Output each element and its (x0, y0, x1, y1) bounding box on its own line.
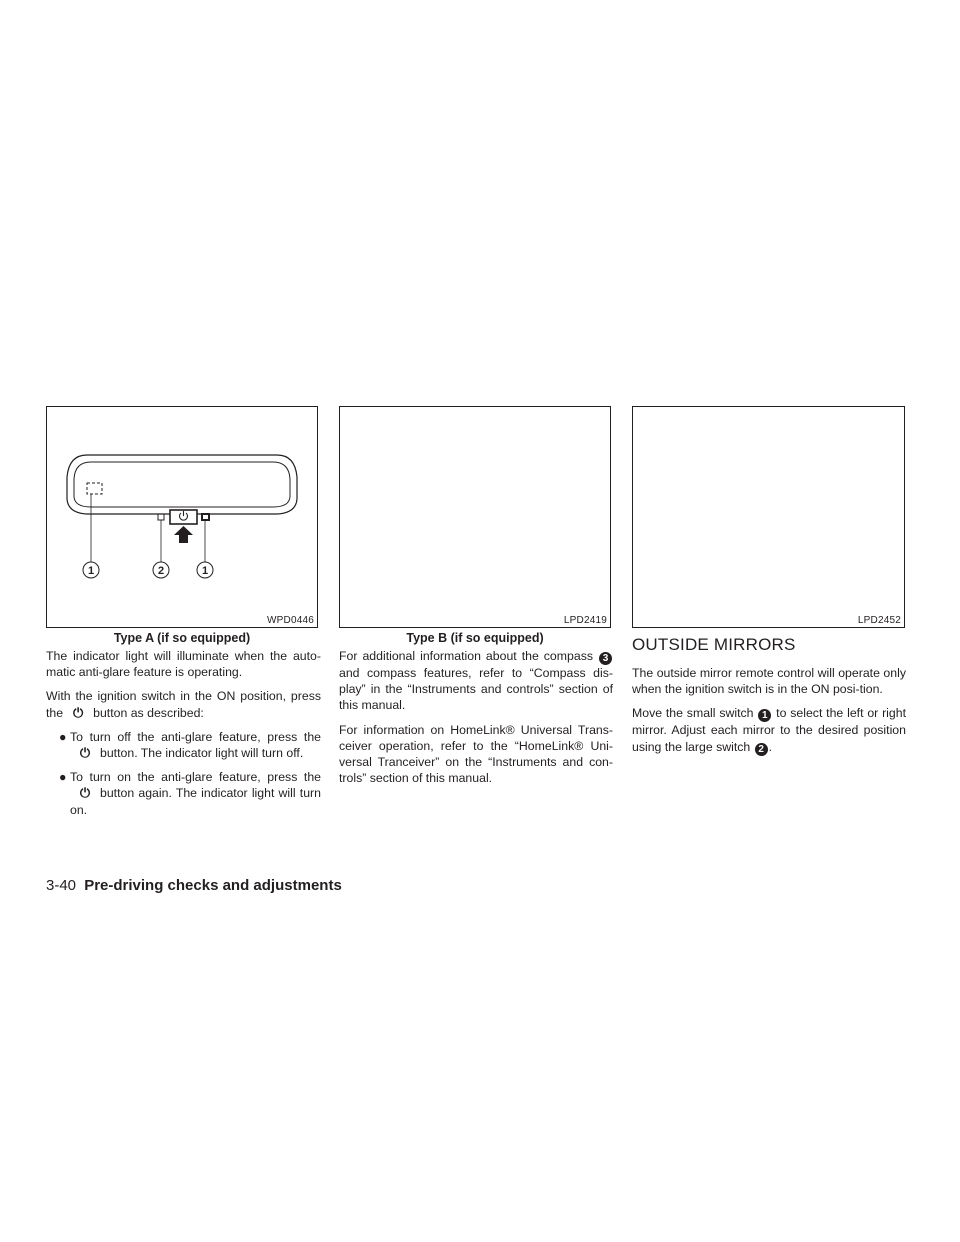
power-icon: ⏻ (79, 785, 91, 801)
text: button as described: (93, 705, 204, 720)
callout-number: 2 (755, 743, 768, 756)
text: . (768, 739, 773, 754)
figure-code: WPD0446 (267, 615, 314, 626)
text: Move the small switch (632, 706, 754, 721)
text: To turn on the anti-glare feature, press the (70, 770, 321, 785)
section-heading: OUTSIDE MIRRORS (632, 635, 796, 654)
text: and compass features, refer to “Compass dis-play” in the “Instruments and controls” section of this manual. (339, 666, 613, 713)
power-icon: ⏻ (79, 745, 91, 761)
figure-type-a (46, 406, 318, 628)
column-2 (339, 648, 613, 794)
text: button. The indicator light will turn off. (100, 746, 304, 761)
figure-outside-mirrors (632, 406, 905, 628)
text: button again. The indicator light will turn on. (70, 786, 321, 817)
chapter-title: Pre-driving checks and adjustments (84, 877, 342, 894)
power-icon: ⏻ (72, 704, 84, 720)
figure-code: LPD2452 (857, 615, 901, 626)
callout-number: 3 (599, 652, 612, 665)
text: To turn off the anti-glare feature, press the (70, 729, 321, 744)
paragraph (339, 648, 613, 714)
callout-2: 2 (157, 565, 165, 577)
column-3 (632, 635, 906, 764)
paragraph: For information on HomeLink® Universal Trans-ceiver operation, refer to the “HomeLink® Uni-versal Tranceiver” on the “Instruments and con-trols” section of this manual. (339, 722, 613, 786)
bullet-icon: ● (59, 729, 67, 744)
page-footer (46, 877, 342, 894)
callout-1: 1 (87, 565, 95, 577)
paragraph (46, 688, 321, 720)
callout-number: 1 (758, 709, 771, 722)
figure-code: LPD2419 (563, 615, 607, 626)
list-item (46, 769, 321, 818)
paragraph: The indicator light will illuminate when the auto-matic anti-glare feature is operating. (46, 649, 321, 680)
text: With the ignition switch in the ON position, press the (46, 689, 321, 720)
paragraph (632, 705, 906, 755)
list-item (46, 729, 321, 761)
bullet-icon: ● (59, 770, 67, 785)
text: For additional information about the compass (339, 649, 593, 663)
figure-type-b (339, 406, 611, 628)
figure-caption-b: Type B (if so equipped) (406, 631, 544, 645)
mirror-illustration (47, 407, 319, 629)
text: to select the left or right mirror. Adjust each mirror to the desired position using the large switch (632, 706, 906, 754)
page-number: 3-40 (46, 877, 77, 894)
column-1 (46, 648, 321, 826)
callout-1b: 1 (201, 565, 209, 577)
figure-caption-a: Type A (if so equipped) (113, 631, 251, 645)
paragraph: The outside mirror remote control will operate only when the ignition switch is in the ON posi-tion. (632, 666, 906, 697)
